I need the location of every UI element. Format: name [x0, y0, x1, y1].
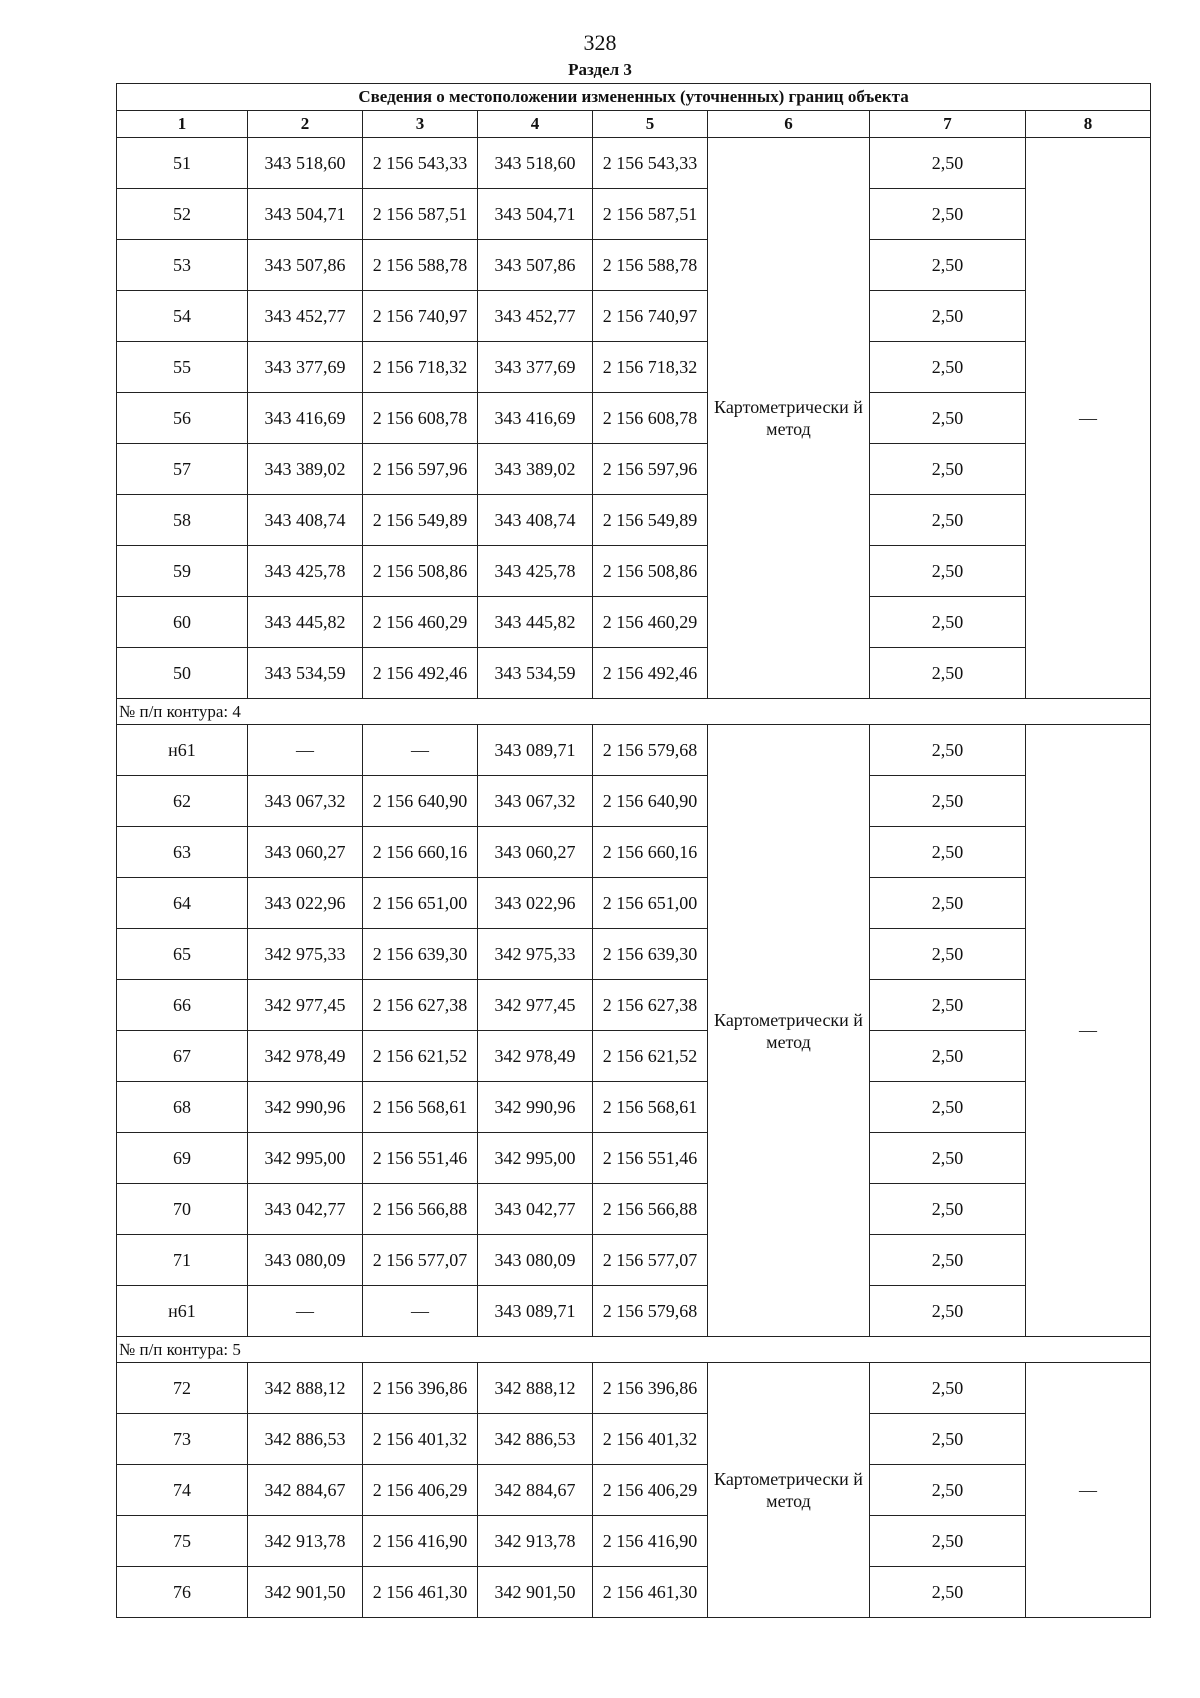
- contour-row: [117, 1337, 1151, 1363]
- table-row: [117, 1235, 1151, 1286]
- x-new-cell: 342 977,45: [478, 980, 593, 1031]
- table-row: [117, 291, 1151, 342]
- point-number-cell: 54: [117, 291, 248, 342]
- y-old-cell: 2 156 621,52: [363, 1031, 478, 1082]
- y-new-cell: 2 156 460,29: [593, 597, 708, 648]
- y-new-cell: 2 156 608,78: [593, 393, 708, 444]
- accuracy-cell: 2,50: [870, 1235, 1026, 1286]
- method-cell: Картометрически й метод: [708, 1363, 870, 1618]
- column-number: 2: [248, 111, 363, 138]
- x-new-cell: 343 445,82: [478, 597, 593, 648]
- x-new-cell: 343 416,69: [478, 393, 593, 444]
- y-old-cell: 2 156 406,29: [363, 1465, 478, 1516]
- contour-label: № п/п контура: 5: [117, 1337, 1151, 1363]
- point-number-cell: 55: [117, 342, 248, 393]
- y-new-cell: 2 156 588,78: [593, 240, 708, 291]
- table-row: [117, 495, 1151, 546]
- point-number-cell: 62: [117, 776, 248, 827]
- table-row: [117, 444, 1151, 495]
- y-new-cell: 2 156 566,88: [593, 1184, 708, 1235]
- y-old-cell: 2 156 460,29: [363, 597, 478, 648]
- x-old-cell: —: [248, 725, 363, 776]
- point-number-cell: 58: [117, 495, 248, 546]
- x-new-cell: 343 377,69: [478, 342, 593, 393]
- table-row: [117, 1184, 1151, 1235]
- y-old-cell: 2 156 651,00: [363, 878, 478, 929]
- point-number-cell: 72: [117, 1363, 248, 1414]
- x-new-cell: 342 913,78: [478, 1516, 593, 1567]
- y-old-cell: 2 156 396,86: [363, 1363, 478, 1414]
- point-number-cell: 69: [117, 1133, 248, 1184]
- column-number: 7: [870, 111, 1026, 138]
- table-caption-row: [117, 84, 1151, 111]
- accuracy-cell: 2,50: [870, 980, 1026, 1031]
- point-number-cell: 64: [117, 878, 248, 929]
- y-old-cell: 2 156 568,61: [363, 1082, 478, 1133]
- y-old-cell: 2 156 492,46: [363, 648, 478, 699]
- y-new-cell: 2 156 508,86: [593, 546, 708, 597]
- table-caption: Сведения о местоположении измененных (уточненных) границ объекта: [117, 84, 1151, 111]
- point-number-cell: 60: [117, 597, 248, 648]
- x-old-cell: 343 445,82: [248, 597, 363, 648]
- column-number: 4: [478, 111, 593, 138]
- accuracy-cell: 2,50: [870, 776, 1026, 827]
- x-old-cell: 343 452,77: [248, 291, 363, 342]
- y-new-cell: 2 156 718,32: [593, 342, 708, 393]
- y-new-cell: 2 156 396,86: [593, 1363, 708, 1414]
- point-number-cell: 66: [117, 980, 248, 1031]
- x-new-cell: 343 389,02: [478, 444, 593, 495]
- y-new-cell: 2 156 640,90: [593, 776, 708, 827]
- x-new-cell: 343 425,78: [478, 546, 593, 597]
- column-number: 6: [708, 111, 870, 138]
- y-old-cell: 2 156 461,30: [363, 1567, 478, 1618]
- table-row: [117, 725, 1151, 776]
- table-row: [117, 189, 1151, 240]
- x-new-cell: 342 975,33: [478, 929, 593, 980]
- x-old-cell: 343 377,69: [248, 342, 363, 393]
- contour-row: [117, 699, 1151, 725]
- y-old-cell: 2 156 597,96: [363, 444, 478, 495]
- table-row: [117, 980, 1151, 1031]
- point-number-cell: 51: [117, 138, 248, 189]
- y-new-cell: 2 156 492,46: [593, 648, 708, 699]
- accuracy-cell: 2,50: [870, 878, 1026, 929]
- accuracy-cell: 2,50: [870, 597, 1026, 648]
- point-number-cell: 56: [117, 393, 248, 444]
- x-old-cell: —: [248, 1286, 363, 1337]
- point-number-cell: 50: [117, 648, 248, 699]
- column-8-cell: —: [1026, 725, 1151, 1337]
- y-new-cell: 2 156 627,38: [593, 980, 708, 1031]
- accuracy-cell: 2,50: [870, 444, 1026, 495]
- table-row: [117, 342, 1151, 393]
- table-row: [117, 1567, 1151, 1618]
- y-new-cell: 2 156 660,16: [593, 827, 708, 878]
- x-old-cell: 343 042,77: [248, 1184, 363, 1235]
- y-new-cell: 2 156 587,51: [593, 189, 708, 240]
- y-old-cell: 2 156 587,51: [363, 189, 478, 240]
- y-new-cell: 2 156 639,30: [593, 929, 708, 980]
- x-new-cell: 343 067,32: [478, 776, 593, 827]
- method-cell: Картометрически й метод: [708, 138, 870, 699]
- point-number-cell: 57: [117, 444, 248, 495]
- x-old-cell: 343 067,32: [248, 776, 363, 827]
- table-row: [117, 1031, 1151, 1082]
- x-new-cell: 343 534,59: [478, 648, 593, 699]
- accuracy-cell: 2,50: [870, 546, 1026, 597]
- x-new-cell: 343 022,96: [478, 878, 593, 929]
- x-new-cell: 343 089,71: [478, 1286, 593, 1337]
- accuracy-cell: 2,50: [870, 1516, 1026, 1567]
- column-number: 1: [117, 111, 248, 138]
- table-row: [117, 1465, 1151, 1516]
- table-row: [117, 1286, 1151, 1337]
- table-row: [117, 878, 1151, 929]
- accuracy-cell: 2,50: [870, 1133, 1026, 1184]
- point-number-cell: н61: [117, 1286, 248, 1337]
- point-number-cell: 74: [117, 1465, 248, 1516]
- point-number-cell: 76: [117, 1567, 248, 1618]
- table-row: [117, 1082, 1151, 1133]
- y-old-cell: 2 156 543,33: [363, 138, 478, 189]
- column-8-cell: —: [1026, 138, 1151, 699]
- y-old-cell: 2 156 640,90: [363, 776, 478, 827]
- point-number-cell: 68: [117, 1082, 248, 1133]
- accuracy-cell: 2,50: [870, 1184, 1026, 1235]
- column-8-cell: —: [1026, 1363, 1151, 1618]
- column-number-row: [117, 111, 1151, 138]
- x-new-cell: 342 990,96: [478, 1082, 593, 1133]
- x-old-cell: 343 425,78: [248, 546, 363, 597]
- column-number: 5: [593, 111, 708, 138]
- x-old-cell: 343 022,96: [248, 878, 363, 929]
- x-new-cell: 342 886,53: [478, 1414, 593, 1465]
- y-old-cell: 2 156 577,07: [363, 1235, 478, 1286]
- point-number-cell: 53: [117, 240, 248, 291]
- x-old-cell: 342 901,50: [248, 1567, 363, 1618]
- point-number-cell: 52: [117, 189, 248, 240]
- y-new-cell: 2 156 651,00: [593, 878, 708, 929]
- table-row: [117, 597, 1151, 648]
- y-old-cell: 2 156 566,88: [363, 1184, 478, 1235]
- y-new-cell: 2 156 543,33: [593, 138, 708, 189]
- y-old-cell: —: [363, 1286, 478, 1337]
- y-new-cell: 2 156 551,46: [593, 1133, 708, 1184]
- x-old-cell: 342 884,67: [248, 1465, 363, 1516]
- x-old-cell: 342 913,78: [248, 1516, 363, 1567]
- accuracy-cell: 2,50: [870, 1465, 1026, 1516]
- y-new-cell: 2 156 416,90: [593, 1516, 708, 1567]
- point-number-cell: 70: [117, 1184, 248, 1235]
- accuracy-cell: 2,50: [870, 1031, 1026, 1082]
- x-new-cell: 343 408,74: [478, 495, 593, 546]
- accuracy-cell: 2,50: [870, 240, 1026, 291]
- x-new-cell: 343 518,60: [478, 138, 593, 189]
- x-old-cell: 342 975,33: [248, 929, 363, 980]
- y-new-cell: 2 156 579,68: [593, 1286, 708, 1337]
- accuracy-cell: 2,50: [870, 393, 1026, 444]
- x-old-cell: 343 518,60: [248, 138, 363, 189]
- y-old-cell: 2 156 608,78: [363, 393, 478, 444]
- point-number-cell: 65: [117, 929, 248, 980]
- table-row: [117, 138, 1151, 189]
- x-new-cell: 343 452,77: [478, 291, 593, 342]
- x-new-cell: 343 060,27: [478, 827, 593, 878]
- y-old-cell: 2 156 416,90: [363, 1516, 478, 1567]
- y-new-cell: 2 156 740,97: [593, 291, 708, 342]
- accuracy-cell: 2,50: [870, 1567, 1026, 1618]
- x-new-cell: 343 042,77: [478, 1184, 593, 1235]
- y-old-cell: 2 156 740,97: [363, 291, 478, 342]
- x-old-cell: 342 888,12: [248, 1363, 363, 1414]
- method-cell: Картометрически й метод: [708, 725, 870, 1337]
- x-new-cell: 343 507,86: [478, 240, 593, 291]
- contour-label: № п/п контура: 4: [117, 699, 1151, 725]
- table-row: [117, 546, 1151, 597]
- accuracy-cell: 2,50: [870, 138, 1026, 189]
- table-row: [117, 648, 1151, 699]
- x-old-cell: 343 408,74: [248, 495, 363, 546]
- point-number-cell: 63: [117, 827, 248, 878]
- accuracy-cell: 2,50: [870, 1363, 1026, 1414]
- section-title: Раздел 3: [568, 60, 632, 79]
- y-new-cell: 2 156 621,52: [593, 1031, 708, 1082]
- y-old-cell: 2 156 549,89: [363, 495, 478, 546]
- y-new-cell: 2 156 401,32: [593, 1414, 708, 1465]
- x-old-cell: 342 995,00: [248, 1133, 363, 1184]
- y-new-cell: 2 156 597,96: [593, 444, 708, 495]
- x-new-cell: 342 995,00: [478, 1133, 593, 1184]
- accuracy-cell: 2,50: [870, 342, 1026, 393]
- x-old-cell: 343 507,86: [248, 240, 363, 291]
- column-number: 3: [363, 111, 478, 138]
- y-old-cell: 2 156 718,32: [363, 342, 478, 393]
- accuracy-cell: 2,50: [870, 648, 1026, 699]
- x-old-cell: 343 504,71: [248, 189, 363, 240]
- x-old-cell: 343 389,02: [248, 444, 363, 495]
- point-number-cell: 71: [117, 1235, 248, 1286]
- y-old-cell: 2 156 551,46: [363, 1133, 478, 1184]
- y-old-cell: 2 156 401,32: [363, 1414, 478, 1465]
- table-row: [117, 240, 1151, 291]
- y-old-cell: 2 156 508,86: [363, 546, 478, 597]
- point-number-cell: н61: [117, 725, 248, 776]
- accuracy-cell: 2,50: [870, 827, 1026, 878]
- accuracy-cell: 2,50: [870, 725, 1026, 776]
- y-new-cell: 2 156 461,30: [593, 1567, 708, 1618]
- x-old-cell: 342 977,45: [248, 980, 363, 1031]
- table-row: [117, 393, 1151, 444]
- table-row: [117, 1133, 1151, 1184]
- x-new-cell: 343 080,09: [478, 1235, 593, 1286]
- x-old-cell: 343 060,27: [248, 827, 363, 878]
- column-number: 8: [1026, 111, 1151, 138]
- y-old-cell: —: [363, 725, 478, 776]
- point-number-cell: 67: [117, 1031, 248, 1082]
- y-new-cell: 2 156 406,29: [593, 1465, 708, 1516]
- x-new-cell: 342 884,67: [478, 1465, 593, 1516]
- y-new-cell: 2 156 579,68: [593, 725, 708, 776]
- x-new-cell: 342 888,12: [478, 1363, 593, 1414]
- table-row: [117, 1363, 1151, 1414]
- x-old-cell: 342 978,49: [248, 1031, 363, 1082]
- y-new-cell: 2 156 568,61: [593, 1082, 708, 1133]
- x-old-cell: 343 080,09: [248, 1235, 363, 1286]
- x-old-cell: 343 534,59: [248, 648, 363, 699]
- x-new-cell: 342 978,49: [478, 1031, 593, 1082]
- x-old-cell: 342 990,96: [248, 1082, 363, 1133]
- x-new-cell: 343 089,71: [478, 725, 593, 776]
- point-number-cell: 75: [117, 1516, 248, 1567]
- accuracy-cell: 2,50: [870, 1414, 1026, 1465]
- y-new-cell: 2 156 577,07: [593, 1235, 708, 1286]
- accuracy-cell: 2,50: [870, 189, 1026, 240]
- table-row: [117, 929, 1151, 980]
- accuracy-cell: 2,50: [870, 495, 1026, 546]
- table-row: [117, 827, 1151, 878]
- x-old-cell: 342 886,53: [248, 1414, 363, 1465]
- y-old-cell: 2 156 660,16: [363, 827, 478, 878]
- accuracy-cell: 2,50: [870, 929, 1026, 980]
- x-new-cell: 342 901,50: [478, 1567, 593, 1618]
- table-row: [117, 1516, 1151, 1567]
- y-new-cell: 2 156 549,89: [593, 495, 708, 546]
- y-old-cell: 2 156 639,30: [363, 929, 478, 980]
- y-old-cell: 2 156 588,78: [363, 240, 478, 291]
- boundary-table: [116, 83, 1151, 1618]
- y-old-cell: 2 156 627,38: [363, 980, 478, 1031]
- table-row: [117, 1414, 1151, 1465]
- x-old-cell: 343 416,69: [248, 393, 363, 444]
- x-new-cell: 343 504,71: [478, 189, 593, 240]
- accuracy-cell: 2,50: [870, 1286, 1026, 1337]
- point-number-cell: 73: [117, 1414, 248, 1465]
- table-row: [117, 776, 1151, 827]
- accuracy-cell: 2,50: [870, 1082, 1026, 1133]
- point-number-cell: 59: [117, 546, 248, 597]
- page-number: 328: [583, 30, 617, 55]
- accuracy-cell: 2,50: [870, 291, 1026, 342]
